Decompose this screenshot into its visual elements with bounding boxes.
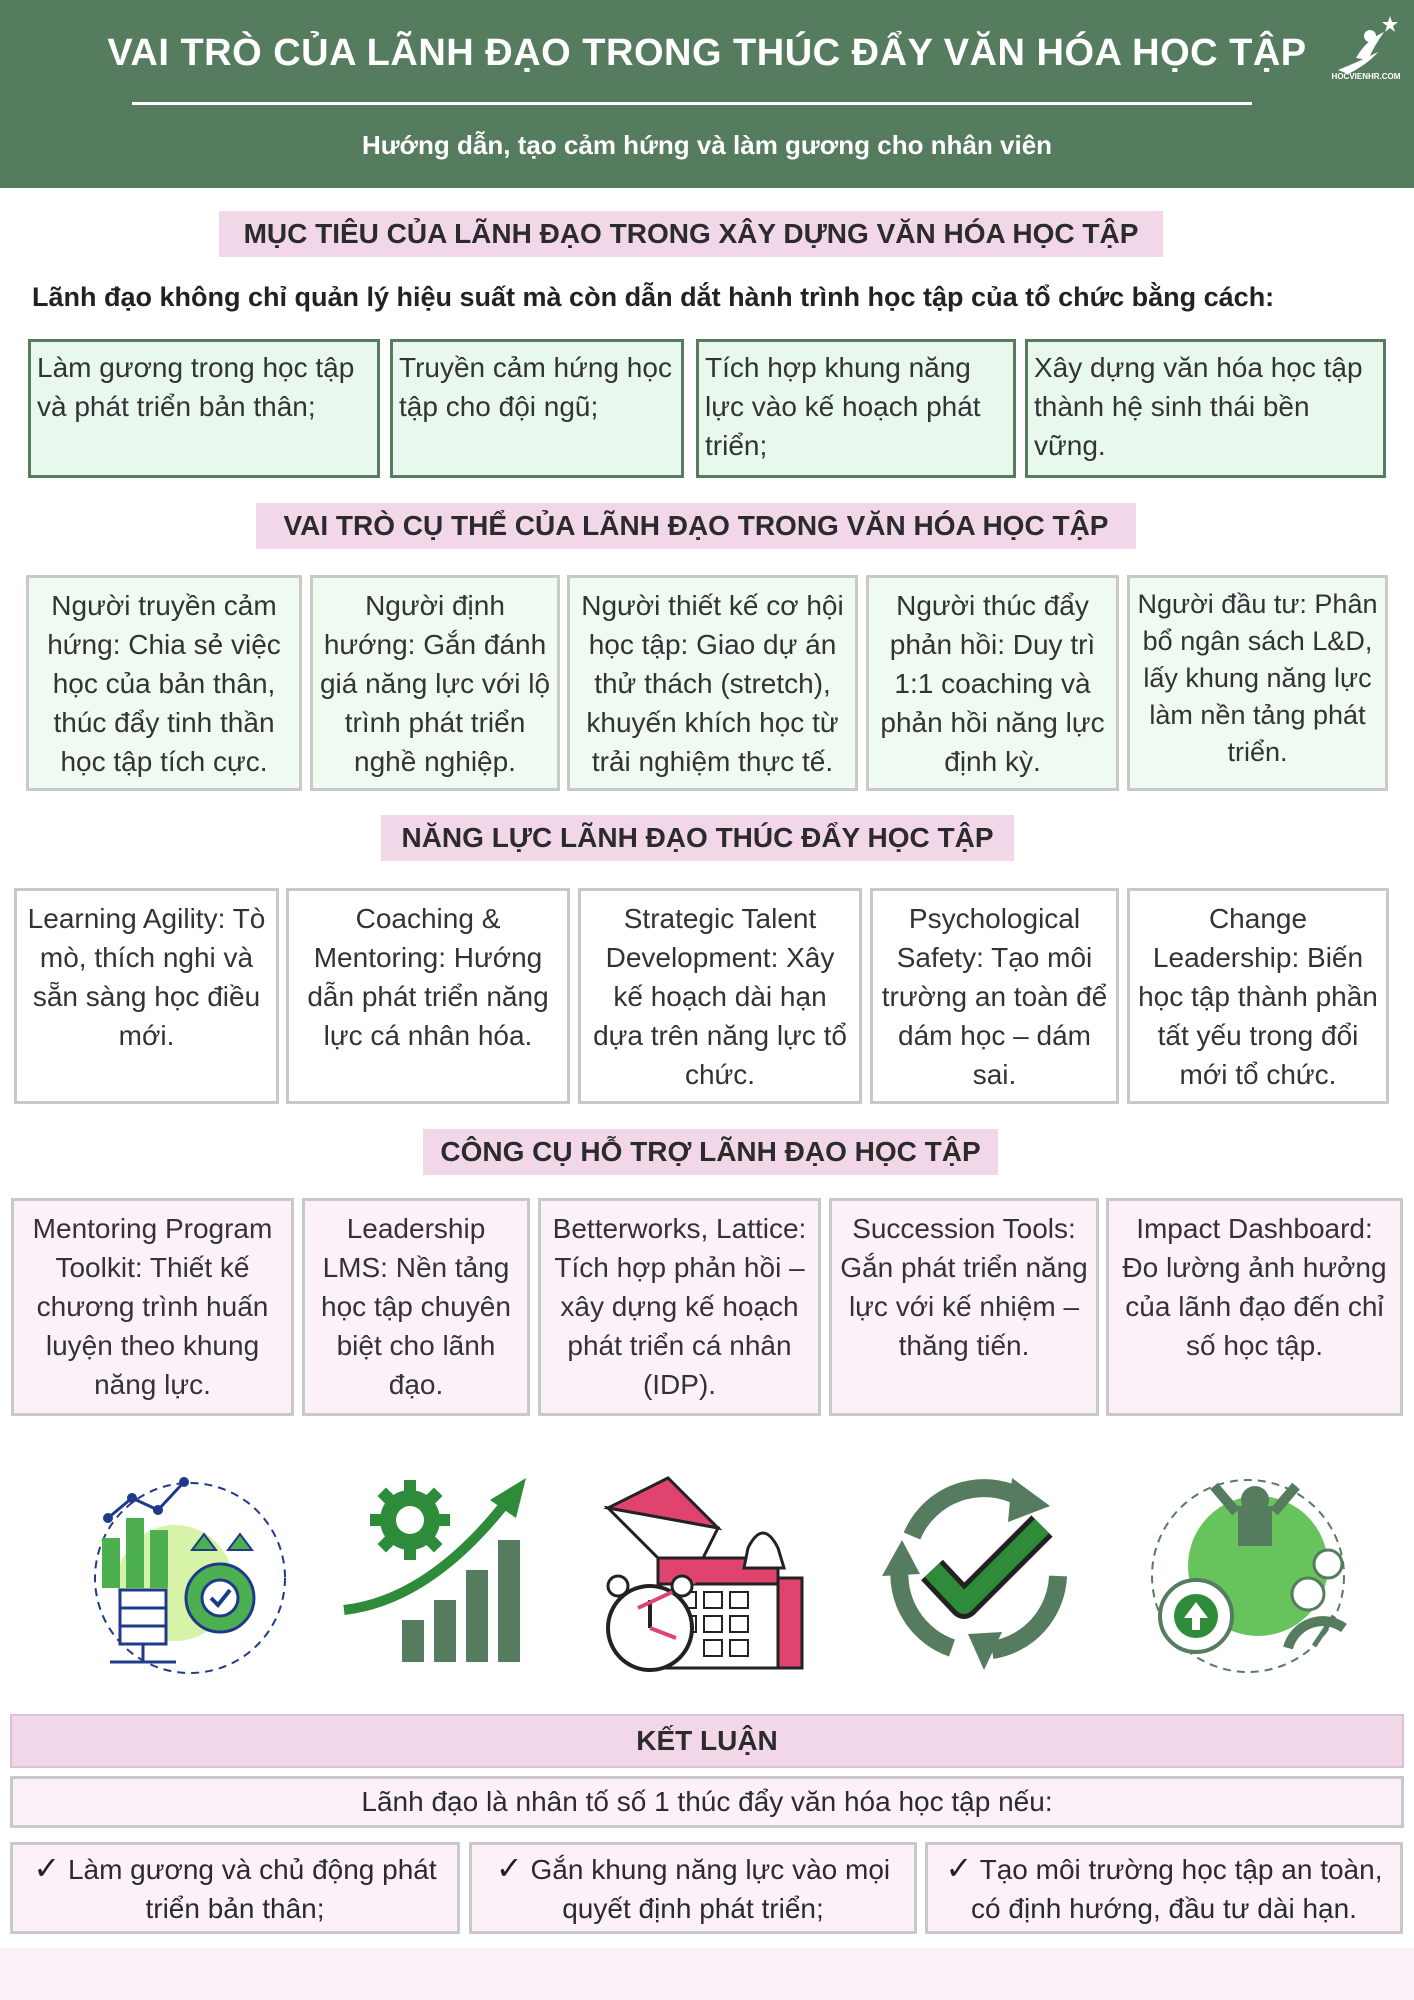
conclusion-item bbox=[469, 1842, 917, 1934]
growth-chart-icon bbox=[340, 1470, 532, 1675]
conclusion-item-text: Tạo môi trường học tập an toàn, có định hướng, đầu tư dài hạn. bbox=[971, 1854, 1383, 1924]
conclusion-item bbox=[10, 1842, 460, 1934]
footer-band bbox=[0, 1948, 1414, 2000]
conclusion-title: KẾT LUẬN bbox=[10, 1714, 1404, 1768]
goal-card: Truyền cảm hứng học tập cho đội ngũ; bbox=[390, 339, 684, 478]
tool-card: Succession Tools: Gắn phát triển năng lực với kế nhiệm – thăng tiến. bbox=[829, 1198, 1099, 1416]
tool-card: Mentoring Program Toolkit: Thiết kế chương trình huấn luyện theo khung năng lực. bbox=[11, 1198, 294, 1416]
roles-section-title: VAI TRÒ CỤ THỂ CỦA LÃNH ĐẠO TRONG VĂN HÓA HỌC TẬP bbox=[256, 503, 1136, 549]
checkmark-icon: ✓ bbox=[33, 1850, 61, 1886]
conclusion-item-text: Làm gương và chủ động phát triển bản thân; bbox=[67, 1854, 437, 1924]
conclusion-lead: Lãnh đạo là nhân tố số 1 thúc đẩy văn hóa học tập nếu: bbox=[10, 1776, 1404, 1828]
role-card: Người thúc đẩy phản hồi: Duy trì 1:1 coaching và phản hồi năng lực định kỳ. bbox=[866, 575, 1119, 791]
competency-card: Psychological Safety: Tạo môi trường an toàn để dám học – dám sai. bbox=[870, 888, 1119, 1104]
role-card: Người truyền cảm hứng: Chia sẻ việc học của bản thân, thúc đẩy tinh thần học tập tích cực. bbox=[26, 575, 302, 791]
checkmark-icon: ✓ bbox=[945, 1850, 973, 1886]
analytics-gear-icon bbox=[80, 1468, 286, 1678]
check-cycle-icon bbox=[872, 1466, 1084, 1678]
header-divider bbox=[132, 102, 1252, 105]
page-title: VAI TRÒ CỦA LÃNH ĐẠO TRONG THÚC ĐẨY VĂN HÓA HỌC TẬP bbox=[107, 32, 1307, 74]
tool-card: Betterworks, Lattice: Tích hợp phản hồi – xây dựng kế hoạch phát triển cá nhân (IDP). bbox=[538, 1198, 821, 1416]
competency-card: Learning Agility: Tò mò, thích nghi và sẵn sàng học điều mới. bbox=[14, 888, 279, 1104]
logo-text: HOCVIENHR.COM bbox=[1331, 72, 1401, 81]
competency-card: Coaching & Mentoring: Hướng dẫn phát triển năng lực cá nhân hóa. bbox=[286, 888, 570, 1104]
role-card: Người định hướng: Gắn đánh giá năng lực với lộ trình phát triển nghề nghiệp. bbox=[310, 575, 560, 791]
goals-intro: Lãnh đạo không chỉ quản lý hiệu suất mà còn dẫn dắt hành trình học tập của tổ chức bằng cách: bbox=[32, 282, 1275, 312]
conclusion-item-text: Gắn khung năng lực vào mọi quyết định phát triển; bbox=[530, 1854, 891, 1924]
competency-card: Strategic Talent Development: Xây kế hoạch dài hạn dựa trên năng lực tổ chức. bbox=[578, 888, 862, 1104]
role-card: Người đầu tư: Phân bổ ngân sách L&D, lấy khung năng lực làm nền tảng phát triển. bbox=[1127, 575, 1388, 791]
role-card: Người thiết kế cơ hội học tập: Giao dự án thử thách (stretch), khuyến khích học từ trải nghiệm thực tế. bbox=[567, 575, 858, 791]
leader-gears-icon bbox=[1138, 1466, 1356, 1678]
competencies-section-title: NĂNG LỰC LÃNH ĐẠO THÚC ĐẨY HỌC TẬP bbox=[381, 815, 1014, 861]
tools-section-title: CÔNG CỤ HỖ TRỢ LÃNH ĐẠO HỌC TẬP bbox=[423, 1129, 998, 1175]
calendar-clock-icon bbox=[598, 1468, 816, 1678]
goals-section-title: MỤC TIÊU CỦA LÃNH ĐẠO TRONG XÂY DỰNG VĂN HÓA HỌC TẬP bbox=[219, 211, 1163, 257]
goal-card: Tích hợp khung năng lực vào kế hoạch phát triển; bbox=[696, 339, 1016, 478]
header-banner bbox=[0, 0, 1414, 188]
competency-card: Change Leadership: Biến học tập thành phần tất yếu trong đổi mới tổ chức. bbox=[1127, 888, 1389, 1104]
checkmark-icon: ✓ bbox=[495, 1850, 523, 1886]
page-subtitle: Hướng dẫn, tạo cảm hứng và làm gương cho nhân viên bbox=[361, 130, 1053, 160]
tool-card: Leadership LMS: Nền tảng học tập chuyên biệt cho lãnh đạo. bbox=[302, 1198, 530, 1416]
conclusion-item bbox=[925, 1842, 1403, 1934]
goal-card: Xây dựng văn hóa học tập thành hệ sinh thái bền vững. bbox=[1025, 339, 1386, 478]
goal-card: Làm gương trong học tập và phát triển bản thân; bbox=[28, 339, 380, 478]
tool-card: Impact Dashboard: Đo lường ảnh hưởng của lãnh đạo đến chỉ số học tập. bbox=[1106, 1198, 1403, 1416]
